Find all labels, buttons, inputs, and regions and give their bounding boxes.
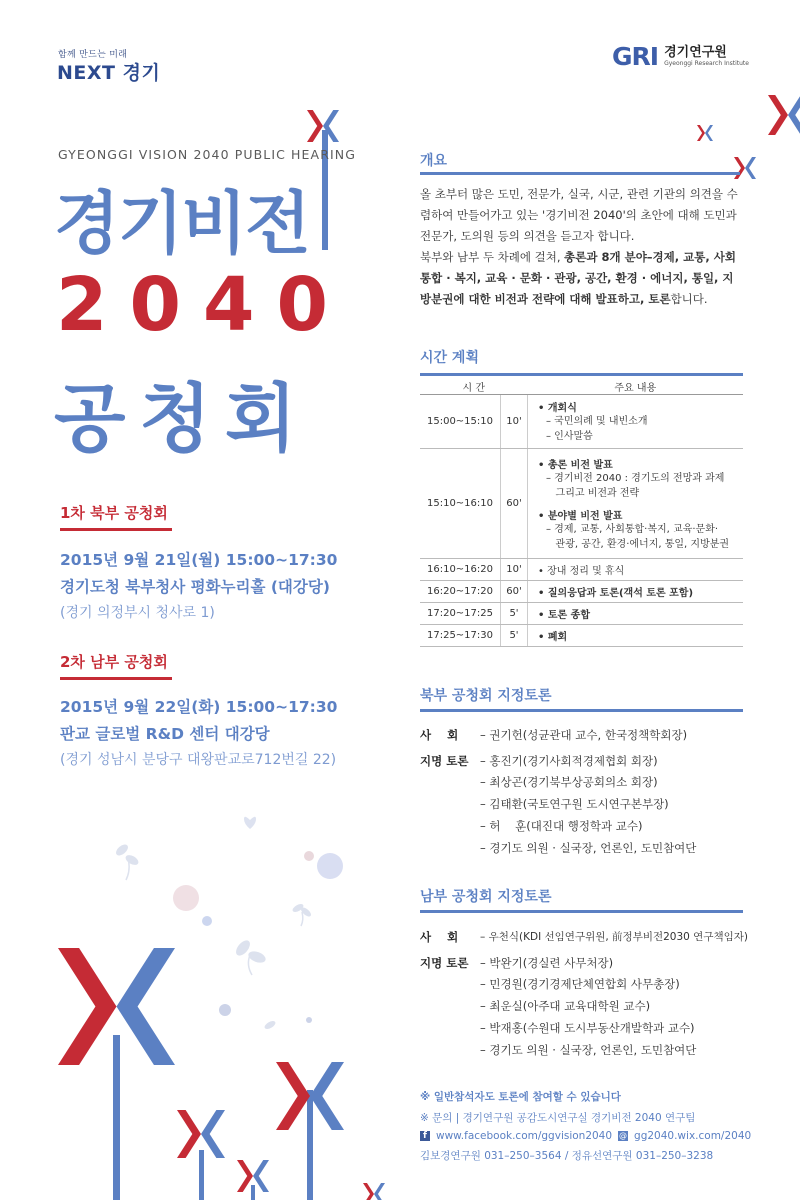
overview-para1: 올 초부터 많은 도민, 전문가, 실국, 시군, 관련 기관의 의견을 수렴하여 만들어가고 있는 '경기비전 2040'의 초안에 대해 도민과 전문가, 도의원 등의 의견을 듣고자 합니다.: [420, 187, 738, 243]
session2-venue: 판교 글로벌 R&D 센터 대강당: [60, 725, 270, 743]
x-mark-small-2: [734, 157, 756, 179]
list-item: – 박재홍(수원대 도시부동산개발학과 교수): [480, 1021, 695, 1035]
table-row: 15:10~16:10 60' • 총론 비전 발표 – 경기비전 2040 : 경기도의 전망과 과제 그리고 비전과 전략 • 분야별 비전 발표 – 경제, 교통, 사회통합·복지, 교육·문화· 관광, 공간, 환경·에너지, 통일, 지방분권: [420, 449, 743, 559]
hero-subtitle: GYEONGGI VISION 2040 PUBLIC HEARING: [58, 147, 356, 162]
inquiry-note: ※ 문의 | 경기연구원 공감도시연구실 경기비전 2040 연구팀: [420, 1112, 696, 1124]
overview-body: [420, 184, 744, 310]
list-item: – 박완기(경실련 사무처장): [480, 956, 614, 970]
facebook-link[interactable]: www.facebook.com/ggvision2040: [436, 1130, 613, 1142]
north-moderator-label: 사 회: [420, 728, 459, 742]
x-mark-small-5: [363, 1183, 385, 1200]
hero-title-line1: 경기비전: [54, 185, 309, 264]
facebook-icon: f: [420, 1131, 430, 1141]
list-item: – 경기도 의원 · 실국장, 언론인, 도민참여단: [480, 1043, 697, 1057]
links-row: [420, 1130, 751, 1142]
overview-heading: 개요: [420, 153, 448, 169]
south-panel-heading: 남부 공청회 지정토론: [420, 889, 552, 905]
session1-address: (경기 의정부시 청사로 1): [60, 605, 215, 621]
list-item: – 허 훈(대진대 행정학과 교수): [480, 819, 643, 833]
gri-name-en: Gyeonggi Research Institute: [664, 60, 749, 67]
table-row: 16:10~16:20 10' • 장내 정리 및 휴식: [420, 559, 743, 581]
hero-title-line3: 공청회: [54, 376, 311, 462]
south-moderator-label: 사 회: [420, 930, 459, 944]
website-link[interactable]: gg2040.wix.com/2040: [634, 1130, 752, 1142]
session1-heading: 1차 북부 공청회: [60, 502, 172, 531]
list-item: – 최상곤(경기북부상공회의소 회장): [480, 775, 658, 789]
south-moderator: – 우천식(KDI 선임연구위원, 前정부비전2030 연구책임자): [480, 931, 748, 943]
session2-heading: 2차 남부 공청회: [60, 651, 172, 680]
session1-venue: 경기도청 북부청사 평화누리홀 (대강당): [60, 578, 330, 596]
circle-deco: [317, 853, 343, 879]
overview-para2: 북부와 남부 두 차례에 걸쳐, 총론과 8개 분야–경제, 교통, 사회통합 · 복지, 교육 · 문화 · 관광, 공간, 환경 · 에너지, 통일, 지방분권에 대한 비전과 전략에 대해 발표하고, 토론합니다.: [420, 250, 736, 306]
schedule-col-time: 시 간: [420, 378, 528, 395]
table-row: 16:20~17:20 60' • 질의응답과 토론(객석 토론 포함): [420, 581, 743, 603]
x-mark-edge: [768, 95, 800, 135]
list-item: – 김태환(국토연구원 도시연구본부장): [480, 797, 669, 811]
table-row: 17:25~17:30 5' • 폐회: [420, 625, 743, 647]
table-row: 17:20~17:25 5' • 토론 종합: [420, 603, 743, 625]
hero-title-line2: 2040: [56, 262, 350, 348]
gri-logo: [612, 42, 749, 71]
session1-datetime: 2015년 9월 21일(월) 15:00~17:30: [60, 551, 338, 569]
north-moderator: – 권기헌(성균관대 교수, 한국정책학회장): [480, 728, 688, 742]
next-tagline: 함께 만드는 미래: [58, 50, 128, 60]
x-mark-small-1: [697, 125, 713, 141]
heart-deco: [244, 817, 256, 829]
session2-datetime: 2015년 9월 22일(화) 15:00~17:30: [60, 698, 338, 716]
north-panel-heading: 북부 공청회 지정토론: [420, 688, 552, 704]
north-panel-label: 지명 토론: [420, 754, 469, 768]
website-icon: @: [619, 1131, 628, 1140]
schedule-col-content: 주요 내용: [528, 378, 744, 395]
south-panel-label: 지명 토론: [420, 956, 469, 970]
contact-info: 김보경연구원 031–250–3564 / 정유선연구원 031–250–3238: [420, 1150, 714, 1162]
list-item: – 홍진기(경기사회적경제협회 회장): [480, 754, 658, 768]
schedule-table: [420, 378, 743, 647]
leaves-deco: [114, 842, 312, 1030]
next-gyeonggi-logo: NEXT 경기: [57, 62, 161, 84]
table-row: 15:00~15:10 10' • 개회식 – 국민의례 및 내빈소개 – 인사말씀: [420, 395, 743, 449]
list-item: – 최운실(아주대 교육대학원 교수): [480, 999, 651, 1013]
list-item: – 민경원(경기경제단체연합회 사무총장): [480, 977, 680, 991]
session2-address: (경기 성남시 분당구 대왕판교로712번길 22): [60, 752, 337, 768]
participation-note: ※ 일반참석자도 토론에 참여할 수 있습니다: [420, 1091, 621, 1103]
schedule-heading: 시간 계획: [420, 350, 479, 366]
list-item: – 경기도 의원 · 실국장, 언론인, 도민참여단: [480, 841, 697, 855]
gri-name-ko: 경기연구원: [664, 45, 727, 60]
gri-mark: GRI: [612, 42, 659, 71]
